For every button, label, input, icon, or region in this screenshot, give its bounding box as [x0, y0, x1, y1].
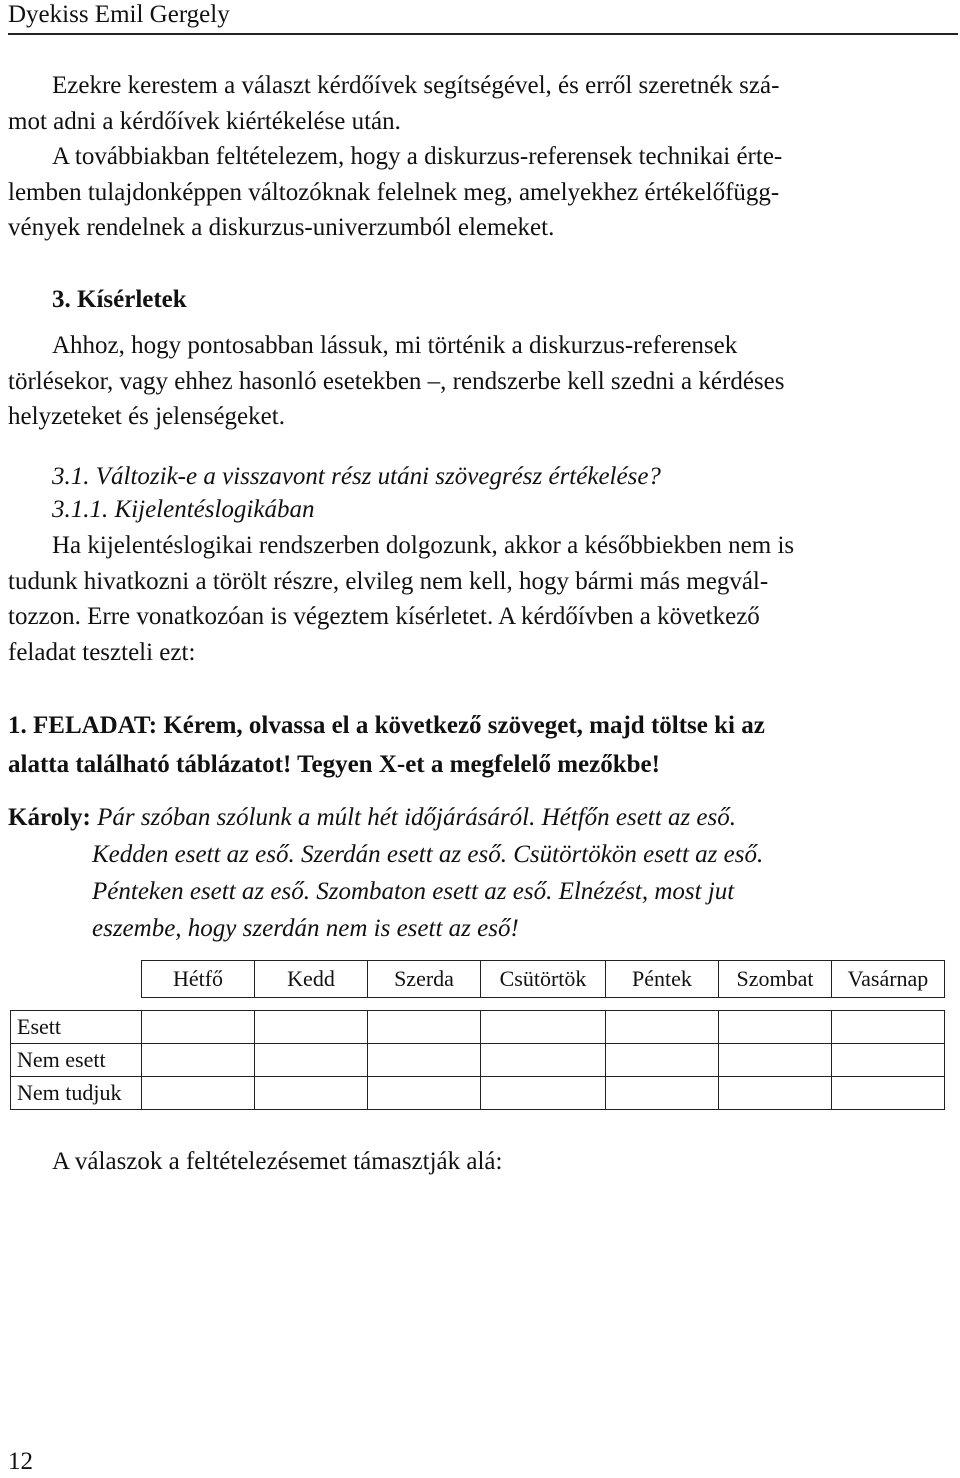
paragraph-line: tudunk hivatkozni a törölt részre, elvileg nem kell, hogy bármi más megvál- [8, 567, 769, 595]
paragraph-line: lemben tulajdonképpen változóknak felelnek meg, amelyekhez értékelőfügg- [8, 178, 780, 206]
row-label: Nem esett [11, 1044, 142, 1077]
answer-cell[interactable] [255, 1011, 368, 1044]
answer-cell[interactable] [255, 1077, 368, 1110]
paragraph-line: feladat teszteli ezt: [8, 638, 196, 666]
weather-answer-table [10, 960, 945, 1110]
row-label: Nem tudjuk [11, 1077, 142, 1110]
answer-cell[interactable] [832, 1044, 945, 1077]
answer-cell[interactable] [142, 1011, 255, 1044]
answer-cell[interactable] [832, 1011, 945, 1044]
column-header: Vasárnap [832, 961, 945, 998]
table-header-row [11, 961, 945, 998]
paragraph-line: tozzon. Erre vonatkozóan is végeztem kísérletet. A kérdőívben a következő [8, 603, 760, 630]
closing-sentence: A válaszok a feltételezésemet támasztják alá: [52, 1148, 503, 1175]
task-instruction [8, 706, 952, 784]
experiments-paragraph [8, 328, 952, 435]
answer-cell[interactable] [719, 1044, 832, 1077]
column-header: Csütörtök [481, 961, 606, 998]
column-header: Szombat [719, 961, 832, 998]
page-number: 12 [8, 1448, 33, 1475]
answer-cell[interactable] [606, 1011, 719, 1044]
dialogue-line: Pár szóban szólunk a múlt hét időjárásáról. Hétfőn esett az eső. [97, 804, 737, 831]
dialogue-first-line [8, 799, 952, 836]
column-header: Szerda [368, 961, 481, 998]
answer-cell[interactable] [481, 1011, 606, 1044]
subsection-heading-3-1-1 [8, 494, 952, 526]
paragraph-line: mot adni a kérdőívek kiértékelése után. [8, 107, 401, 135]
subsection-heading-3-1 [8, 461, 952, 493]
answer-cell[interactable] [368, 1044, 481, 1077]
answer-cell[interactable] [719, 1077, 832, 1110]
answer-cell[interactable] [606, 1077, 719, 1110]
paragraph-line: Ha kijelentéslogikai rendszerben dolgozunk, akkor a későbbiekben nem is [52, 532, 795, 559]
table-row [11, 1077, 945, 1110]
paragraph-line: A továbbiakban feltételezem, hogy a diskurzus-referensek technikai érte- [52, 143, 783, 170]
answer-cell[interactable] [142, 1044, 255, 1077]
paragraph-line: vények rendelnek a diskurzus-univerzumból elemeket. [8, 214, 555, 241]
task-line: 1. FELADAT: Kérem, olvassa el a következő szöveget, majd töltse ki az [8, 712, 765, 739]
answer-cell[interactable] [368, 1077, 481, 1110]
intro-paragraph [8, 68, 952, 246]
subsection-title: 3.1.1. Kijelentéslogikában [52, 496, 315, 523]
answer-cell[interactable] [368, 1011, 481, 1044]
paragraph-line: törlésekor, vagy ehhez hasonló esetekben –, rendszerbe kell szedni a kérdéses [8, 367, 785, 395]
answer-cell[interactable] [481, 1044, 606, 1077]
column-header: Péntek [606, 961, 719, 998]
answer-cell[interactable] [832, 1077, 945, 1110]
dialogue-text [8, 799, 952, 947]
table-spacer-row [11, 998, 945, 1011]
answer-cell[interactable] [142, 1077, 255, 1110]
column-header: Kedd [255, 961, 368, 998]
running-header: Dyekiss Emil Gergely [8, 0, 958, 35]
column-header: Hétfő [142, 961, 255, 998]
dialogue-line: Pénteken esett az eső. Szombaton esett az eső. Elnézést, most jut [92, 878, 735, 905]
paragraph-line: Ezekre kerestem a választ kérdőívek segítségével, és erről szeretnék szá- [52, 72, 780, 99]
paragraph-line: Ahhoz, hogy pontosabban lássuk, mi történik a diskurzus-referensek [52, 332, 738, 359]
row-label: Esett [11, 1011, 142, 1044]
section-heading-3: 3. Kísérletek [52, 286, 187, 313]
table-row [11, 1044, 945, 1077]
table-corner [11, 961, 142, 998]
answer-cell[interactable] [719, 1011, 832, 1044]
subsection-title: 3.1. Változik-e a visszavont rész utáni szövegrész értékelése? [52, 463, 661, 490]
answer-cell[interactable] [481, 1077, 606, 1110]
paragraph-line: helyzeteket és jelenségeket. [8, 403, 285, 430]
answer-cell[interactable] [606, 1044, 719, 1077]
answer-cell[interactable] [255, 1044, 368, 1077]
dialogue-line: eszembe, hogy szerdán nem is esett az eső! [92, 915, 519, 942]
speaker-name: Károly: [8, 804, 91, 831]
task-line: alatta található táblázatot! Tegyen X-et a megfelelő mezőkbe! [8, 751, 660, 778]
propositional-logic-paragraph [8, 528, 952, 670]
dialogue-line: Kedden esett az eső. Szerdán esett az eső. Csütörtökön esett az eső. [92, 841, 764, 868]
table-row [11, 1011, 945, 1044]
